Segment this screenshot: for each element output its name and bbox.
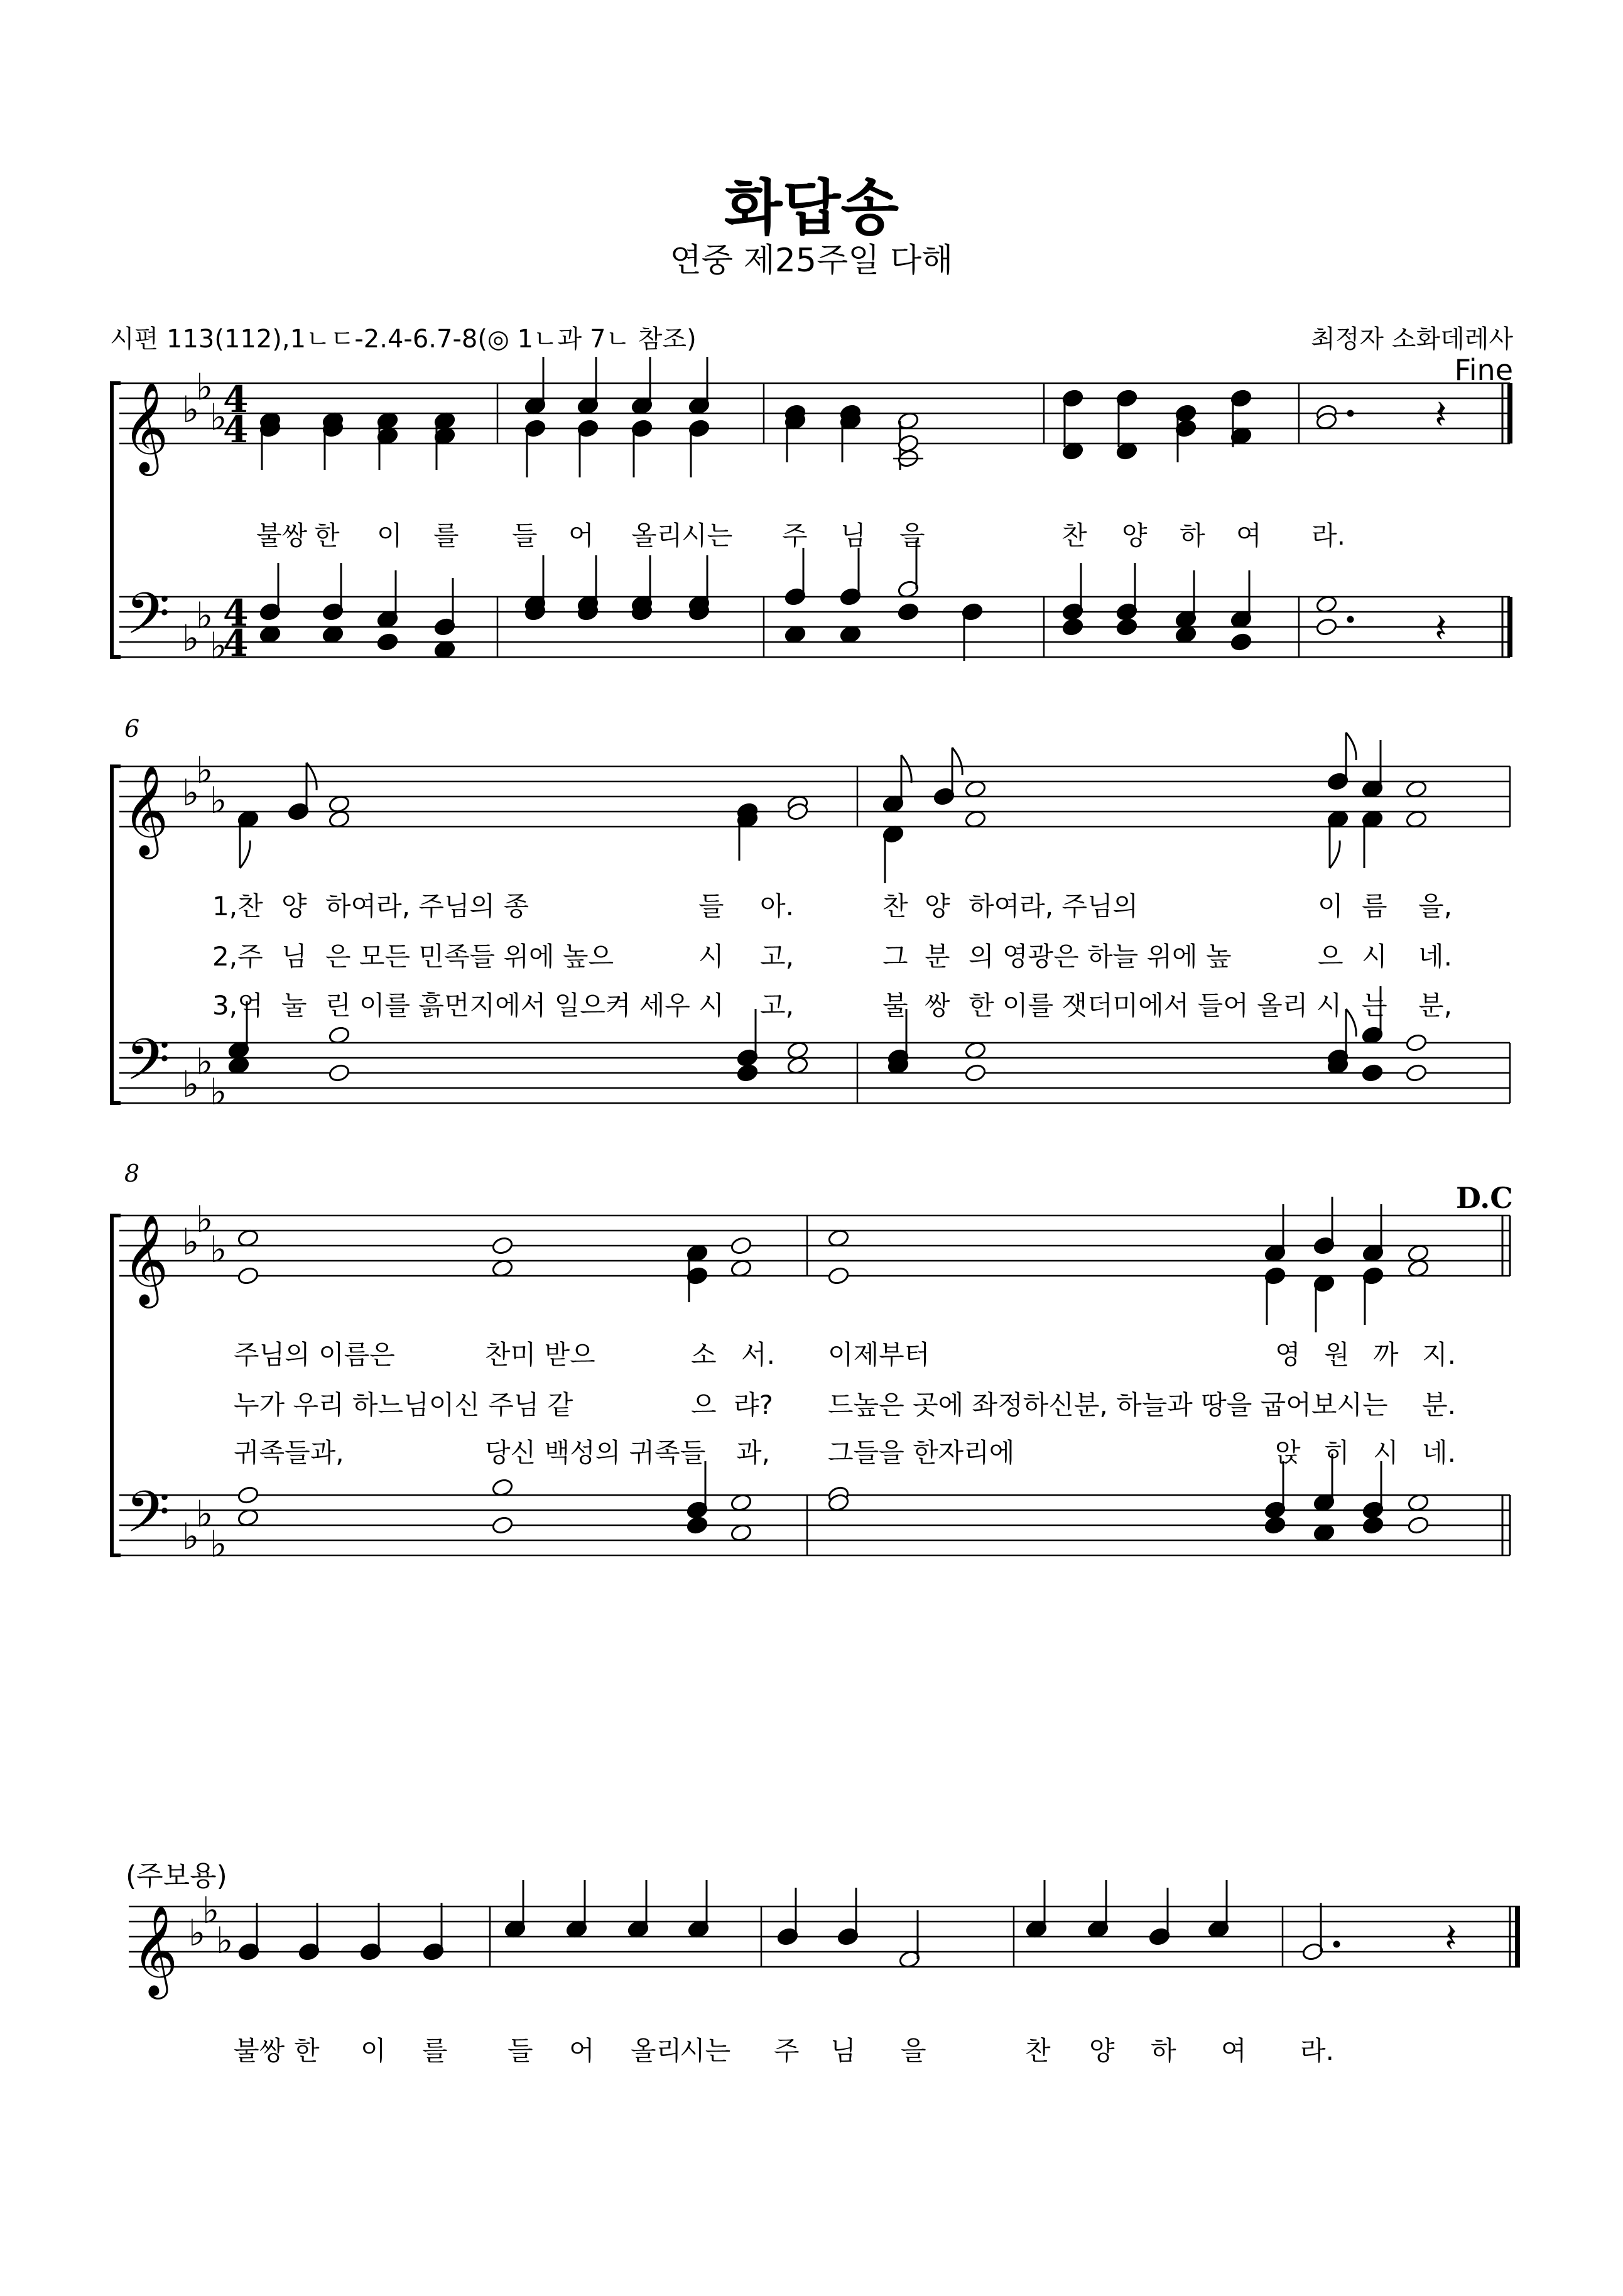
lyric-syllable: 불쌍 bbox=[256, 520, 308, 551]
lyric-syllable: 불쌍 bbox=[234, 2035, 285, 2066]
lyric-syllable: 을 bbox=[901, 2035, 926, 2066]
lyric-syllable: 1,찬 bbox=[212, 891, 263, 922]
bass-clef: 𝄢 bbox=[126, 580, 170, 661]
note-head bbox=[730, 1236, 752, 1256]
quarter-rest: 𝄽 bbox=[1445, 1915, 1457, 1962]
lyric-syllable: 으 bbox=[691, 1390, 717, 1420]
lyric-syllable: 네. bbox=[1418, 941, 1452, 972]
quarter-rest: 𝄽 bbox=[1435, 392, 1447, 438]
note-head bbox=[1361, 1064, 1384, 1083]
key-signature-flat: ♭ bbox=[210, 396, 227, 438]
measure-number-6: 6 bbox=[124, 715, 140, 743]
note-head bbox=[736, 1064, 759, 1083]
lyric-syllable: 그들을 한자리에 bbox=[828, 1437, 1015, 1468]
lyric-syllable: 름 bbox=[1362, 891, 1387, 922]
lyric-syllable: 분, bbox=[1418, 990, 1452, 1021]
key-signature-flat: ♭ bbox=[182, 1515, 200, 1558]
lyric-syllable: 영 bbox=[1275, 1339, 1301, 1370]
lyric-syllable: 하 bbox=[1151, 2035, 1176, 2066]
lyric-syllable: 분 bbox=[925, 941, 950, 972]
lyric-syllable: 2,주 bbox=[212, 941, 263, 972]
note-flag bbox=[901, 755, 911, 783]
lyric-syllable: 원 bbox=[1324, 1339, 1350, 1370]
augmentation-dot bbox=[1347, 616, 1354, 623]
system-bracket bbox=[112, 1216, 121, 1555]
key-signature-flat: ♭ bbox=[182, 1221, 200, 1263]
note-head bbox=[376, 633, 399, 652]
note-head bbox=[1230, 633, 1252, 652]
composer: 최정자 소화데레사 bbox=[1311, 325, 1513, 354]
lyric-syllable: 서. bbox=[741, 1339, 775, 1370]
lyric-syllable: 한 이를 잿더미에서 들어 올리 시 bbox=[969, 990, 1342, 1021]
lyric-syllable: 히 bbox=[1324, 1437, 1350, 1468]
lyric-syllable: 는 bbox=[1362, 990, 1387, 1021]
lyric-syllable: 찬 bbox=[1061, 520, 1087, 551]
key-signature-flat: ♭ bbox=[182, 1063, 200, 1106]
lyric-syllable: 여 bbox=[1221, 2035, 1247, 2066]
lyric-syllable: 랴? bbox=[734, 1390, 773, 1420]
lyric-syllable: 하 bbox=[1180, 520, 1205, 551]
lyric-syllable: 들 bbox=[508, 2035, 533, 2066]
psalm-reference: 시편 113(112),1ㄴㄷ-2.4-6.7-8(◎ 1ㄴ과 7ㄴ 참조) bbox=[110, 325, 697, 354]
key-signature-flat: ♭ bbox=[216, 1919, 234, 1962]
lyric-syllable: 이 bbox=[377, 520, 403, 551]
key-signature-flat: ♭ bbox=[182, 388, 200, 431]
augmentation-dot bbox=[1347, 410, 1354, 416]
lyric-syllable: 하여라, 주님의 bbox=[969, 891, 1139, 922]
lyric-syllable: 분. bbox=[1422, 1390, 1456, 1420]
lyric-syllable: 들 bbox=[512, 520, 538, 551]
lyric-syllable: 그 bbox=[882, 941, 908, 972]
lyric-syllable: 이제부터 bbox=[828, 1339, 930, 1370]
lyric-syllable: 고, bbox=[760, 990, 794, 1021]
note-head bbox=[1405, 1064, 1428, 1083]
lyric-syllable: 양 bbox=[925, 891, 950, 922]
key-signature-flat: ♭ bbox=[202, 1889, 220, 1932]
lyric-syllable: 올리 bbox=[631, 520, 683, 551]
key-signature-flat: ♭ bbox=[196, 1040, 214, 1083]
lyric-syllable: 시 bbox=[1362, 941, 1387, 972]
note-flag bbox=[240, 841, 250, 868]
lyric-syllable: 은 모든 민족들 위에 높으 bbox=[325, 941, 614, 972]
dc-mark: D.C bbox=[1456, 1181, 1513, 1215]
lyric-syllable: 양 bbox=[281, 891, 307, 922]
note-head bbox=[827, 1266, 850, 1286]
note-head bbox=[328, 1064, 350, 1083]
lyric-syllable: 찬 bbox=[882, 891, 908, 922]
key-signature-flat: ♭ bbox=[188, 1912, 206, 1954]
lyric-syllable: 님 bbox=[281, 941, 307, 972]
time-signature-denominator: 4 bbox=[223, 408, 249, 451]
lyric-syllable: 네. bbox=[1422, 1437, 1456, 1468]
time-signature-numerator: 4 bbox=[223, 378, 249, 421]
quarter-rest: 𝄽 bbox=[1435, 606, 1447, 652]
key-signature-flat: ♭ bbox=[196, 1493, 214, 1535]
lyric-syllable: 이 bbox=[1318, 891, 1343, 922]
lyric-syllable: 양 bbox=[1122, 520, 1148, 551]
lyric-syllable: 한 bbox=[314, 520, 340, 551]
note-head bbox=[491, 1236, 514, 1256]
lyric-syllable: 라. bbox=[1311, 520, 1345, 551]
key-signature-flat: ♭ bbox=[196, 1198, 214, 1241]
lyric-syllable: 주 bbox=[782, 520, 808, 551]
treble-clef: 𝄞 bbox=[122, 1214, 169, 1305]
lyric-syllable: 양 bbox=[1089, 2035, 1115, 2066]
lyric-syllable: 불 bbox=[882, 990, 908, 1021]
lyric-syllable: 찬 bbox=[1025, 2035, 1051, 2066]
lyric-syllable: 여 bbox=[1236, 520, 1262, 551]
key-signature-flat: ♭ bbox=[210, 1228, 227, 1271]
lyric-syllable: 3,억 bbox=[212, 990, 263, 1021]
fine-mark: Fine bbox=[1454, 353, 1513, 387]
key-signature-flat: ♭ bbox=[182, 771, 200, 814]
note-head bbox=[491, 1516, 514, 1535]
note-head bbox=[1407, 1516, 1430, 1535]
lyric-syllable: 린 이를 흙먼지에서 일으켜 세우 시 bbox=[325, 990, 724, 1021]
lyric-syllable: 주 bbox=[774, 2035, 800, 2066]
treble-clef: 𝄞 bbox=[132, 1905, 178, 1996]
lyric-syllable: 으 bbox=[1318, 941, 1343, 972]
lyric-syllable: 을, bbox=[1418, 891, 1452, 922]
key-signature-flat: ♭ bbox=[210, 624, 227, 667]
lyric-syllable: 아. bbox=[760, 891, 794, 922]
note-head bbox=[1362, 1516, 1384, 1535]
lyric-syllable: 님 bbox=[830, 2035, 856, 2066]
key-signature-flat: ♭ bbox=[210, 779, 227, 822]
lyric-syllable: 올리 bbox=[631, 2035, 682, 2066]
lyric-syllable: 과, bbox=[736, 1437, 770, 1468]
note-flag bbox=[952, 748, 962, 775]
lyric-syllable: 들 bbox=[698, 891, 724, 922]
lyric-syllable: 시는 bbox=[680, 2035, 731, 2066]
note-head bbox=[1061, 618, 1084, 637]
lyric-syllable: 고, bbox=[760, 941, 794, 972]
bass-clef: 𝄢 bbox=[126, 1479, 170, 1559]
lyric-syllable: 한 bbox=[294, 2035, 320, 2066]
note-head bbox=[1405, 1033, 1428, 1053]
time-signature-numerator: 4 bbox=[223, 592, 249, 634]
lyric-syllable: 을 bbox=[899, 520, 925, 551]
key-signature-flat: ♭ bbox=[196, 749, 214, 792]
measure-number-8: 8 bbox=[124, 1160, 140, 1187]
lyric-syllable: 시는 bbox=[681, 520, 733, 551]
lyric-syllable: 소 bbox=[691, 1339, 717, 1370]
augmentation-dot bbox=[1333, 1941, 1340, 1947]
lyric-syllable: 쌍 bbox=[925, 990, 950, 1021]
congregation-label: (주보용) bbox=[126, 1860, 227, 1892]
key-signature-flat: ♭ bbox=[210, 1523, 227, 1565]
note-flag bbox=[1346, 1009, 1356, 1036]
note-flag bbox=[1330, 841, 1340, 868]
lyric-syllable: 드높은 곳에 좌정하신분, 하늘과 땅을 굽어보시는 bbox=[828, 1390, 1388, 1420]
note-head bbox=[964, 1064, 987, 1083]
lyric-syllable: 앉 bbox=[1275, 1437, 1301, 1468]
lyric-syllable: 를 bbox=[433, 520, 459, 551]
lyric-syllable: 당신 백성의 귀족들 bbox=[485, 1437, 706, 1468]
lyric-syllable: 지. bbox=[1422, 1339, 1456, 1370]
system-bracket bbox=[112, 766, 121, 1103]
note-flag bbox=[1346, 732, 1356, 760]
key-signature-flat: ♭ bbox=[196, 594, 214, 637]
note-head bbox=[1115, 618, 1138, 637]
note-head bbox=[686, 1516, 708, 1535]
note-head bbox=[1315, 618, 1338, 637]
lyric-syllable: 어 bbox=[568, 520, 594, 551]
lyric-syllable: 귀족들과, bbox=[234, 1437, 344, 1468]
lyric-syllable: 시 bbox=[698, 941, 724, 972]
treble-clef: 𝄞 bbox=[122, 382, 169, 472]
lyric-syllable: 눌 bbox=[281, 990, 307, 1021]
lyric-syllable: 의 영광은 하늘 위에 높 bbox=[969, 941, 1232, 972]
note-head bbox=[237, 1266, 259, 1286]
key-signature-flat: ♭ bbox=[196, 366, 214, 408]
key-signature-flat: ♭ bbox=[210, 1070, 227, 1113]
lyric-syllable: 찬미 받으 bbox=[485, 1339, 595, 1370]
page-title: 화답송 bbox=[724, 173, 899, 243]
lyric-syllable: 라. bbox=[1300, 2035, 1334, 2066]
lyric-syllable: 까 bbox=[1373, 1339, 1399, 1370]
lyric-syllable: 주님의 이름은 bbox=[234, 1339, 395, 1370]
page-subtitle: 연중 제25주일 다해 bbox=[670, 242, 953, 280]
lyric-syllable: 를 bbox=[422, 2035, 448, 2066]
lyric-syllable: 이 bbox=[361, 2035, 386, 2066]
time-signature-denominator: 4 bbox=[223, 622, 249, 665]
note-head bbox=[897, 602, 920, 622]
lyric-syllable: 하여라, 주님의 종 bbox=[325, 891, 529, 922]
note-head bbox=[237, 1486, 259, 1505]
system-bracket bbox=[112, 383, 121, 657]
note-head bbox=[1264, 1516, 1286, 1535]
lyric-syllable: 님 bbox=[840, 520, 866, 551]
treble-clef: 𝄞 bbox=[122, 765, 169, 856]
bass-clef: 𝄢 bbox=[126, 1026, 170, 1107]
lyric-syllable: 시 bbox=[1373, 1437, 1399, 1468]
lyric-syllable: 어 bbox=[569, 2035, 595, 2066]
key-signature-flat: ♭ bbox=[182, 617, 200, 660]
lyric-syllable: 누가 우리 하느님이신 주님 같 bbox=[234, 1390, 573, 1420]
